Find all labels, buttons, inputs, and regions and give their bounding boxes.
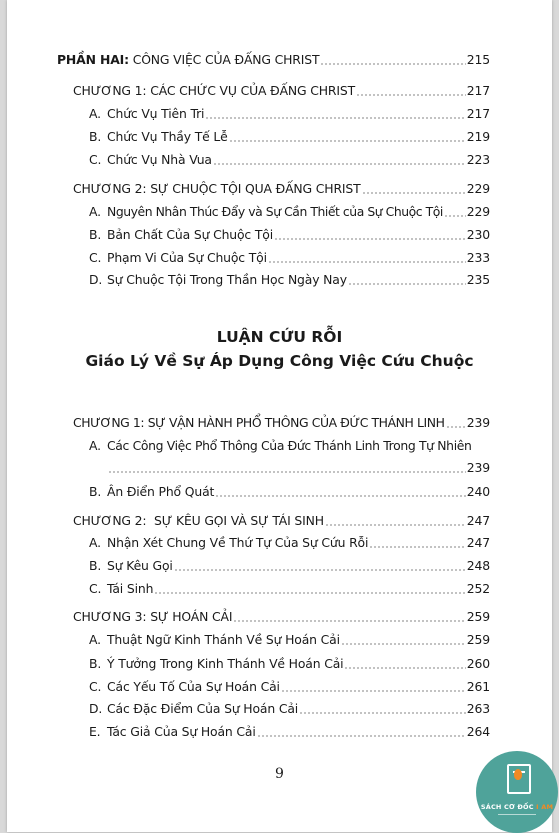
item-letter: B.	[89, 484, 102, 499]
section-title: LUẬN CỨU RỖI	[216, 328, 343, 346]
page-number: 9	[275, 766, 284, 782]
item-letter: B.	[89, 656, 102, 671]
page-ref: 233	[466, 250, 490, 265]
dot-leader	[348, 283, 466, 285]
toc-item	[89, 223, 490, 243]
page-ref: 240	[466, 484, 490, 499]
item-title: Chức Vụ Nhà Vua	[107, 152, 212, 167]
toc-item	[89, 102, 490, 122]
item-letter: E.	[89, 724, 101, 739]
dot-leader	[281, 690, 466, 692]
toc-chapter	[73, 509, 490, 529]
dot-leader	[233, 620, 465, 622]
publisher-watermark	[476, 751, 558, 833]
dot-leader	[229, 140, 466, 142]
toc-item	[89, 697, 490, 717]
part-label: PHẦN HAI:	[57, 52, 129, 67]
toc-item	[89, 577, 490, 597]
page-ref: 239	[466, 415, 490, 430]
page-ref: 223	[466, 152, 490, 167]
page-ref: 235	[466, 272, 490, 287]
dot-leader	[257, 735, 466, 737]
dot-leader	[341, 643, 466, 645]
dot-leader	[108, 471, 466, 473]
page-ref: 217	[466, 83, 490, 98]
page-ref: 219	[466, 129, 490, 144]
toc-item	[89, 268, 490, 288]
toc-chapter	[73, 177, 490, 197]
toc-item	[89, 652, 490, 672]
dot-leader	[268, 261, 466, 263]
item-title: Bản Chất Của Sự Chuộc Tội	[107, 227, 274, 242]
chapter-title: CHƯƠNG 2: SỰ KÊU GỌI VÀ SỰ TÁI SINH	[73, 513, 324, 528]
chapter-title: CHƯƠNG 1: SỰ VẬN HÀNH PHỔ THÔNG CỦA ĐỨC THÁNH LINH	[73, 415, 445, 430]
brand-name: SÁCH CƠ ĐỐC	[480, 803, 534, 811]
dot-leader	[369, 546, 466, 548]
page-ref: 252	[466, 581, 490, 596]
dot-leader	[174, 569, 466, 571]
page-ref: 229	[466, 204, 490, 219]
item-letter: B.	[89, 227, 102, 242]
toc-item-wrapped	[89, 434, 504, 454]
dot-leader	[215, 495, 466, 497]
chapter-title: CHƯƠNG 1: CÁC CHỨC VỤ CỦA ĐẤNG CHRIST	[73, 83, 356, 98]
item-title: Các Yếu Tố Của Sự Hoán Cải	[107, 679, 280, 694]
toc-chapter	[73, 411, 490, 431]
dot-leader	[274, 238, 466, 240]
item-letter: C.	[89, 679, 102, 694]
dot-leader	[213, 163, 466, 165]
toc-chapter	[73, 605, 490, 625]
page-ref: 259	[466, 609, 490, 624]
watermark-brand-text	[476, 803, 558, 811]
item-letter: D.	[89, 701, 103, 716]
item-title: Các Đặc Điểm Của Sự Hoán Cải	[107, 701, 299, 716]
toc-item	[89, 531, 490, 551]
toc-item	[89, 148, 490, 168]
page-ref: 215	[466, 52, 490, 67]
item-title: Chức Vụ Thầy Tế Lễ	[107, 129, 228, 144]
item-letter: B.	[89, 558, 102, 573]
book-page	[7, 0, 552, 832]
page-ref: 217	[466, 106, 490, 121]
item-title: Chức Vụ Tiên Tri	[107, 106, 205, 121]
page-ref: 247	[466, 535, 490, 550]
dot-leader	[205, 117, 465, 119]
toc-item-continuation	[107, 456, 490, 476]
dot-leader	[444, 215, 466, 217]
item-letter: C.	[89, 152, 102, 167]
toc-item	[89, 125, 490, 145]
page-ref: 248	[466, 558, 490, 573]
page-ref: 239	[466, 460, 490, 475]
toc-item	[89, 720, 490, 740]
item-title: Nhận Xét Chung Về Thứ Tự Của Sự Cứu Rỗi	[107, 535, 369, 550]
item-title: Phạm Vi Của Sự Chuộc Tội	[107, 250, 267, 265]
page-ref: 263	[466, 701, 490, 716]
dot-leader	[362, 192, 466, 194]
dot-leader	[446, 426, 466, 428]
watermark-divider	[498, 814, 536, 815]
dot-leader	[299, 712, 466, 714]
toc-chapter	[73, 79, 490, 99]
section-subtitle: Giáo Lý Về Sự Áp Dụng Công Việc Cứu Chuộc	[85, 352, 474, 370]
page-ref: 264	[466, 724, 490, 739]
item-title: Tái Sinh	[107, 581, 154, 596]
item-title: Tác Giả Của Sự Hoán Cải	[107, 724, 256, 739]
toc-item	[89, 675, 490, 695]
brand-highlight: I AM	[536, 803, 554, 811]
item-title: Nguyên Nhân Thúc Đẩy và Sự Cần Thiết của Sự Chuộc Tội	[107, 204, 443, 219]
item-title: Ý Tưởng Trong Kinh Thánh Về Hoán Cải	[107, 656, 344, 671]
item-letter: B.	[89, 129, 102, 144]
dot-leader	[344, 667, 465, 669]
dot-leader	[320, 63, 465, 65]
dot-leader	[356, 94, 466, 96]
page-ref: 260	[466, 656, 490, 671]
page-ref: 229	[466, 181, 490, 196]
dot-leader	[154, 592, 465, 594]
toc-part-heading	[57, 48, 490, 68]
item-letter: A.	[89, 632, 101, 647]
page-ref: 230	[466, 227, 490, 242]
item-title: Thuật Ngữ Kinh Thánh Về Sự Hoán Cải	[107, 632, 340, 647]
page-ref: 259	[466, 632, 490, 647]
item-letter: C.	[89, 250, 102, 265]
item-title: Sự Kêu Gọi	[107, 558, 173, 573]
chapter-title: CHƯƠNG 2: SỰ CHUỘC TỘI QUA ĐẤNG CHRIST	[73, 181, 361, 196]
toc-item	[89, 480, 490, 500]
item-letter: C.	[89, 581, 102, 596]
item-letter: A.	[89, 535, 101, 550]
page-ref: 261	[466, 679, 490, 694]
toc-item	[89, 200, 490, 220]
part-title: CÔNG VIỆC CỦA ĐẤNG CHRIST	[132, 52, 320, 67]
item-letter: A.	[89, 438, 101, 453]
toc-item	[89, 628, 490, 648]
toc-item	[89, 246, 490, 266]
item-letter: D.	[89, 272, 103, 287]
item-title: Sự Chuộc Tội Trong Thần Học Ngày Nay	[107, 272, 347, 287]
item-title: Ân Điển Phổ Quát	[107, 484, 215, 499]
flame-icon	[514, 769, 522, 780]
item-title: Các Công Việc Phổ Thông Của Đức Thánh Linh Trong Tự Nhiên	[107, 438, 472, 453]
page-ref: 247	[466, 513, 490, 528]
chapter-title: CHƯƠNG 3: SỰ HOÁN CẢI	[73, 609, 233, 624]
dot-leader	[325, 524, 466, 526]
toc-item	[89, 554, 490, 574]
item-letter: A.	[89, 204, 101, 219]
item-letter: A.	[89, 106, 101, 121]
